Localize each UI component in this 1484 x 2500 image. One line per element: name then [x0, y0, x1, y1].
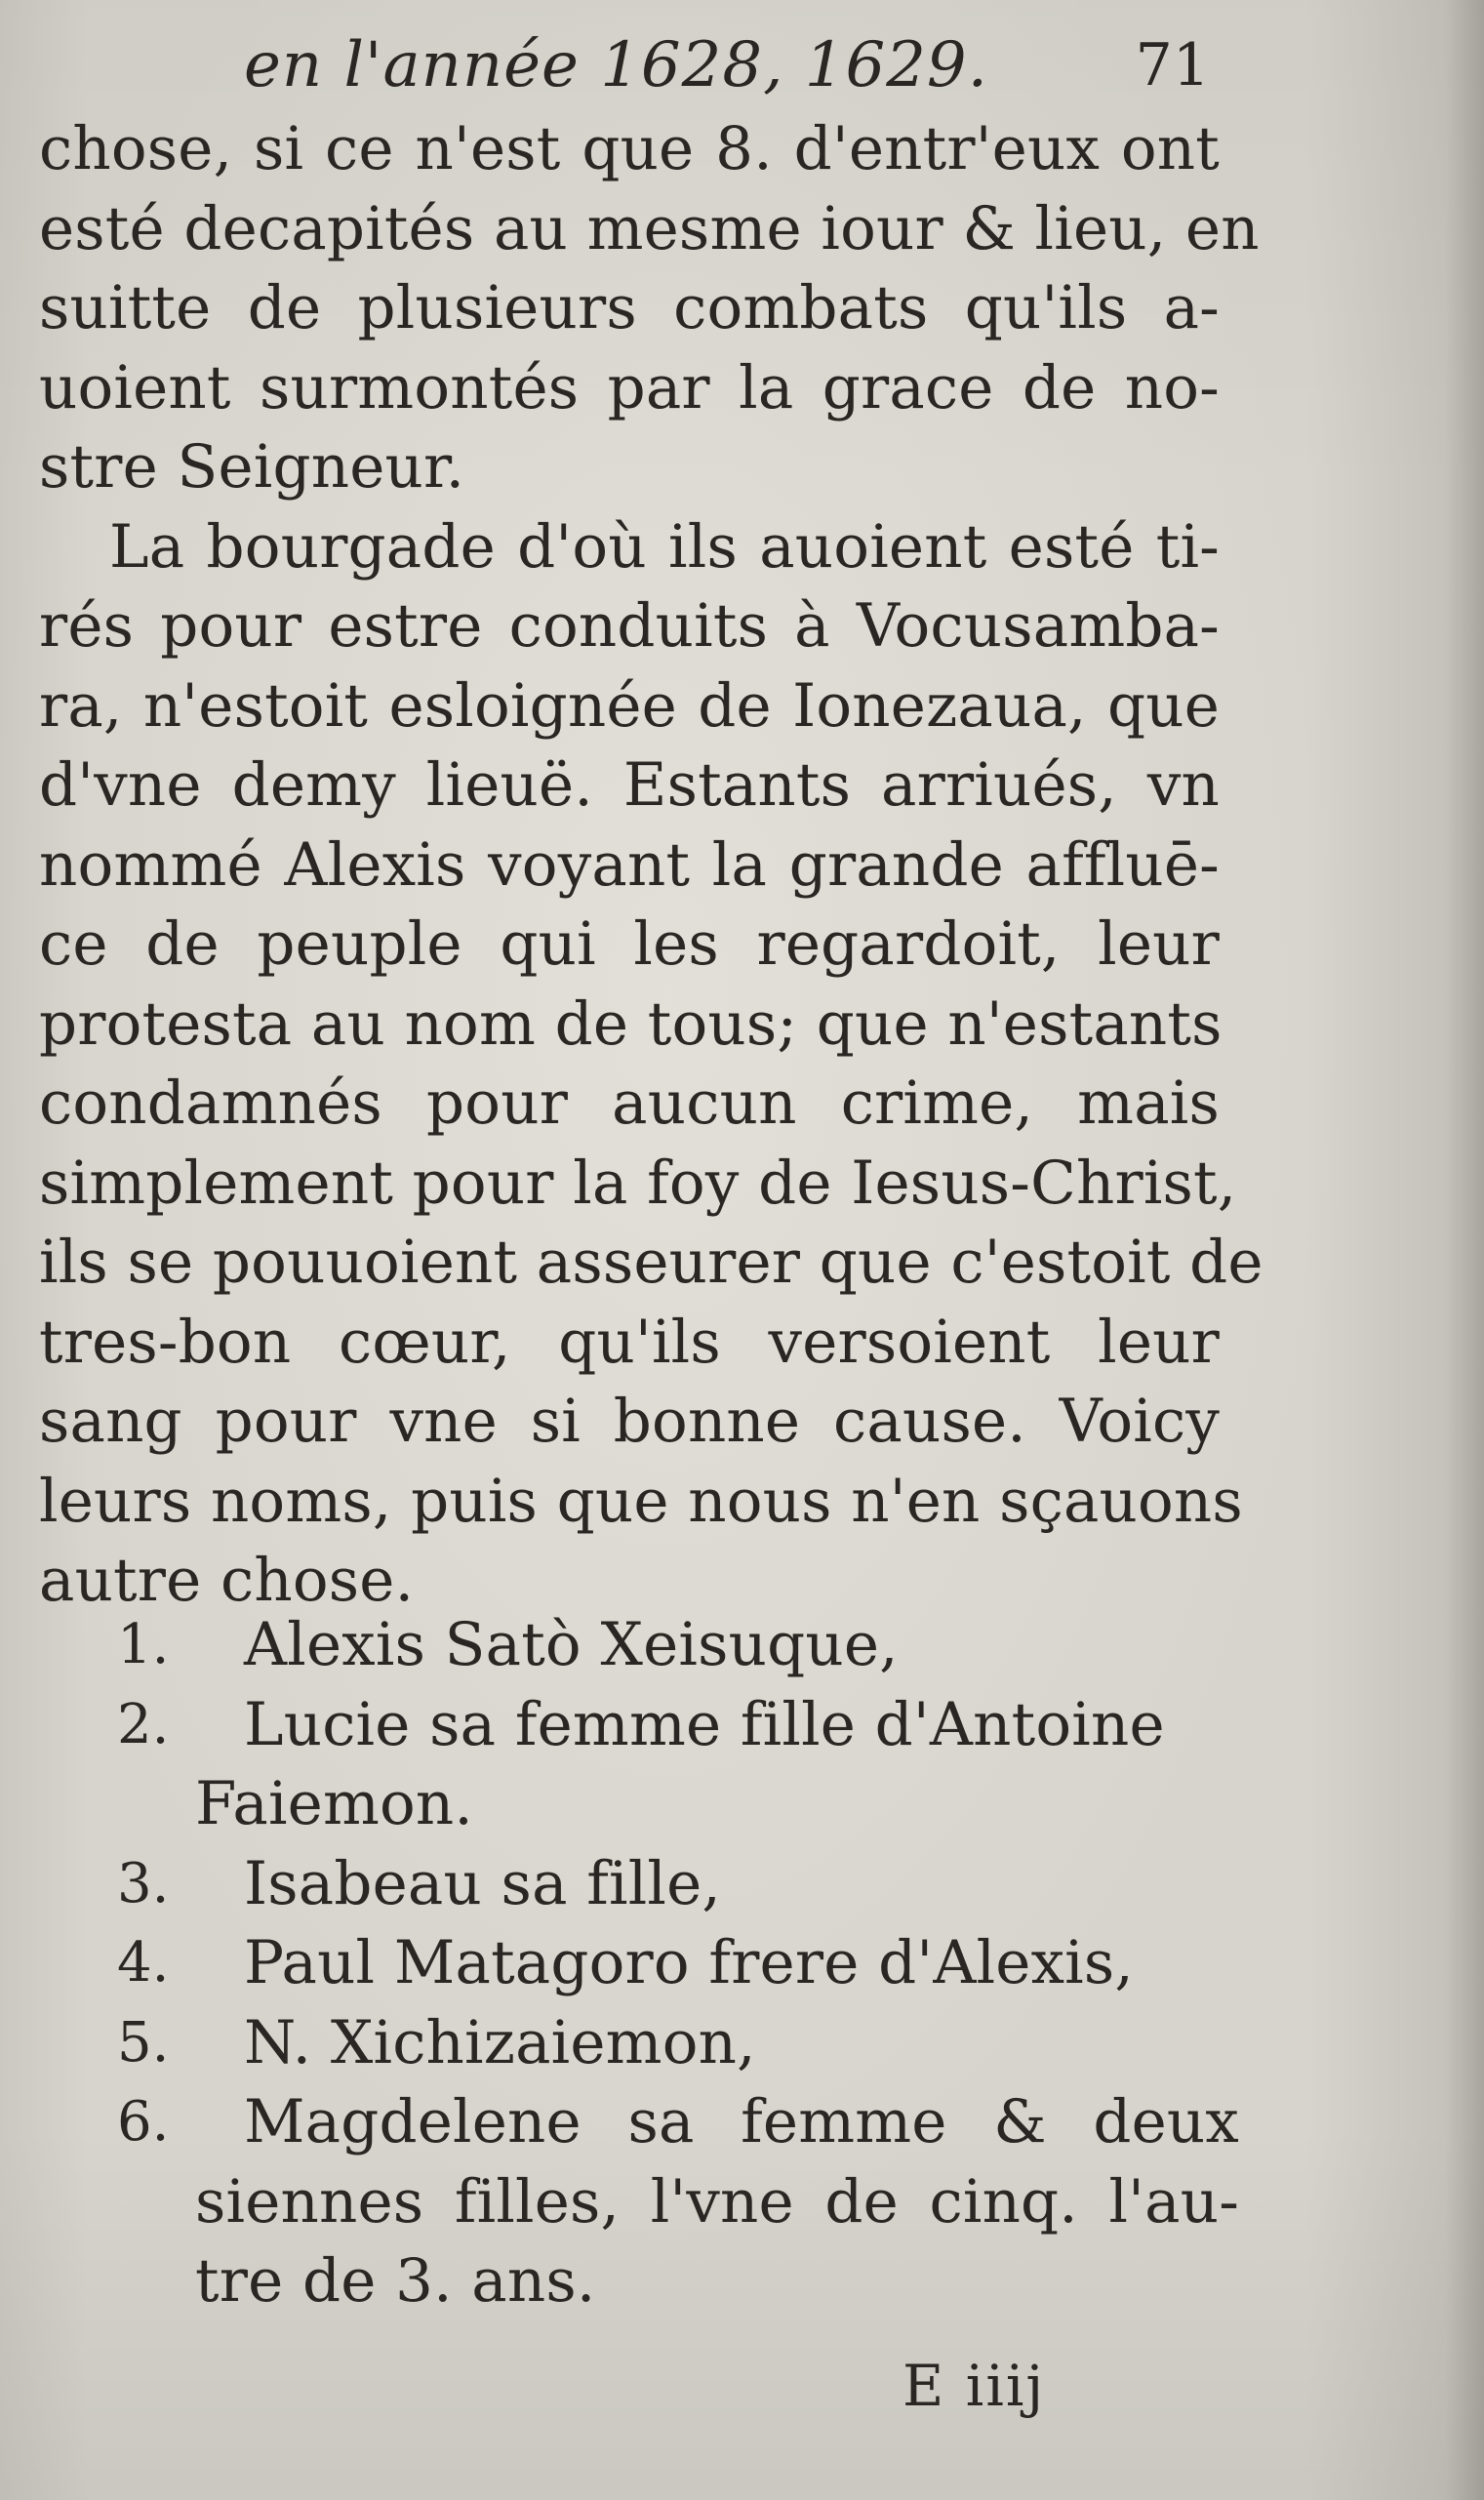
text-line: tres-bon cœur, qu'ils versoient leur [39, 1307, 1220, 1377]
list-item-line: Paul Matagoro frere d'Alexis, [244, 1928, 1134, 1997]
text-line: suitte de plusieurs combats qu'ils a- [39, 273, 1220, 343]
text-line: ils se pouuoient asseurer que c'estoit de [39, 1228, 1263, 1297]
list-item [39, 2003, 1239, 2083]
text-line: stre Seigneur. [39, 432, 465, 502]
text-line: nommé Alexis voyant la grande affluē- [39, 829, 1220, 900]
text-line: protesta au nom de tous; que n'estants [39, 988, 1223, 1059]
list-item-line: siennes filles, l'vne de cinq. l'au- [195, 2166, 1239, 2237]
text-line: ra, n'estoit esloignée de Ionezaua, que [39, 670, 1220, 741]
text-line: condamnés pour aucun crime, mais [39, 1069, 1220, 1138]
list-item [39, 1923, 1239, 2003]
text-line: chose, si ce n'est que 8. d'entr'eux ont [39, 114, 1220, 183]
list-item [39, 1685, 1239, 1844]
text-line: ce de peuple qui les regardoit, leur [39, 909, 1220, 979]
running-head [244, 21, 1210, 109]
list-item-line: Isabeau sa fille, [244, 1848, 722, 1918]
list-item-line: Magdelene sa femme & deux [244, 2087, 1239, 2157]
body-text [39, 109, 1263, 1621]
text-line: d'vne demy lieuë. Estants arriués, vn [39, 750, 1220, 820]
list-item-line: Faiemon. [195, 1769, 474, 1838]
names-list [39, 1605, 1239, 2321]
list-item-number: 2. [117, 1692, 170, 1756]
list-item-line: Lucie sa femme fille d'Antoine [244, 1689, 1165, 1759]
list-item-number: 4. [117, 1931, 170, 1995]
list-item-number: 1. [117, 1613, 170, 1676]
list-item-number: 5. [117, 2010, 170, 2075]
text-line: sang pour vne si bonne cause. Voicy [39, 1387, 1220, 1456]
running-title: en l'année 1628, 1629. [244, 29, 988, 101]
list-item-line: N. Xichizaiemon, [244, 2007, 756, 2077]
list-item [39, 2082, 1239, 2321]
signature-mark: E iiij [902, 2353, 1046, 2419]
text-line: esté decapités au mesme iour & lieu, en [39, 193, 1260, 263]
text-line: autre chose. [39, 1546, 415, 1615]
list-item-line: tre de 3. ans. [195, 2246, 596, 2316]
text-line: rés pour estre conduits à Vocusamba- [39, 591, 1220, 661]
text-line: uoient surmontés par la grace de no- [39, 352, 1220, 423]
list-item-number: 6. [117, 2090, 170, 2154]
page-number: 71 [1135, 31, 1210, 100]
list-item [39, 1844, 1239, 1924]
list-item [39, 1605, 1239, 1685]
text-line: leurs noms, puis que nous n'en sçauons [39, 1466, 1243, 1536]
list-item-number: 3. [117, 1851, 170, 1915]
text-line: simplement pour la foy de Iesus-Christ, [39, 1148, 1237, 1218]
paragraph-first-line: La bourgade d'où ils auoient esté ti- [109, 511, 1220, 582]
list-item-line: Alexis Satò Xeisuque, [244, 1610, 899, 1679]
